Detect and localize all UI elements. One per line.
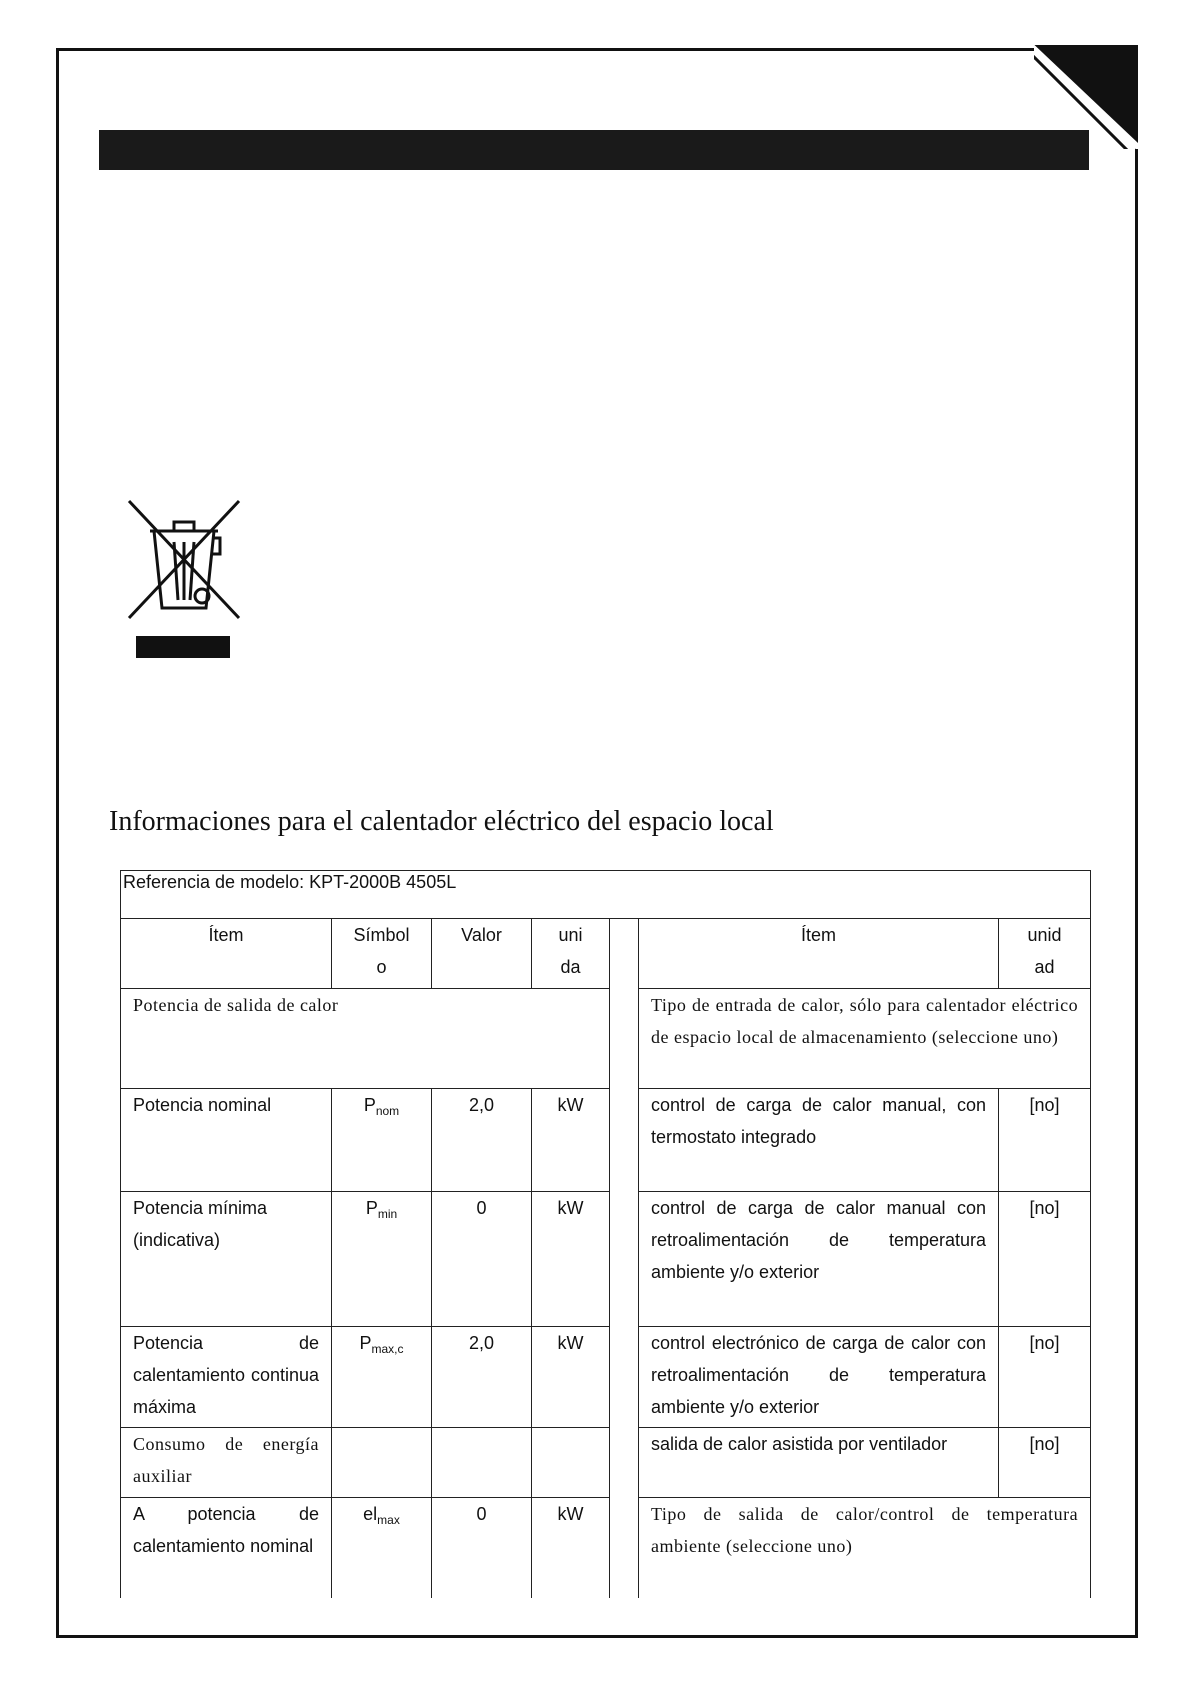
section-header-bar [99,130,1089,170]
model-reference: Referencia de modelo: KPT-2000B 4505L [121,871,1091,919]
row-unit: kW [532,1192,610,1327]
header-right-unit: unid ad [999,919,1091,989]
section-row [121,989,1091,1089]
empty-cell [432,1428,532,1498]
header-row [121,919,1091,989]
table-row [121,1428,1091,1498]
heat-output-type-section: Tipo de salida de calor/control de temperatura ambiente (seleccione uno) [639,1498,1091,1598]
row-right-value: [no] [999,1089,1091,1192]
row-item: A potencia de calentamiento nominal [121,1498,332,1598]
row-value: 2,0 [432,1089,532,1192]
table-row [121,1327,1091,1428]
weee-crossed-bin-icon [124,496,244,664]
empty-cell [532,1428,610,1498]
specification-table [120,870,1091,1598]
row-right-value: [no] [999,1428,1091,1498]
row-symbol: $P_{min}$ [332,1192,432,1327]
row-unit: kW [532,1327,610,1428]
row-symbol: $P_{max,c}$ [332,1327,432,1428]
header-right-item: Ítem [639,919,999,989]
row-right-item: control de carga de calor manual con retroalimentación de temperatura ambiente y/o exterior [639,1192,999,1327]
table-row [121,1498,1091,1598]
header-item: Ítem [121,919,332,989]
aux-consumption-section: Consumo de energía auxiliar [121,1428,332,1498]
row-right-value: [no] [999,1327,1091,1428]
header-unit: uni da [532,919,610,989]
row-unit: kW [532,1089,610,1192]
model-reference-row [121,871,1091,919]
row-value: 0 [432,1192,532,1327]
empty-cell [332,1428,432,1498]
header-symbol: Símbol o [332,919,432,989]
row-item: Potencia de calentamiento continua máxima [121,1327,332,1428]
row-right-item: control electrónico de carga de calor con retroalimentación de temperatura ambiente y/o exterior [639,1327,999,1428]
row-symbol: $el_{max}$ [332,1498,432,1598]
column-gap [610,919,639,1598]
header-value: Valor [432,919,532,989]
row-item: Potencia mínima (indicativa) [121,1192,332,1327]
row-symbol: $P_{nom}$ [332,1089,432,1192]
row-unit: kW [532,1498,610,1598]
heat-output-section: Potencia de salida de calor [121,989,610,1089]
row-value: 0 [432,1498,532,1598]
row-right-value: [no] [999,1192,1091,1327]
heat-input-section: Tipo de entrada de calor, sólo para calentador eléctrico de espacio local de almacenamiento (seleccione uno) [639,989,1091,1089]
page-title: Informaciones para el calentador eléctrico del espacio local [109,806,774,837]
table-row [121,1192,1091,1327]
row-value: 2,0 [432,1327,532,1428]
table-row [121,1089,1091,1192]
row-right-item: salida de calor asistida por ventilador [639,1428,999,1498]
row-item: Potencia nominal [121,1089,332,1192]
row-right-item: control de carga de calor manual, con termostato integrado [639,1089,999,1192]
